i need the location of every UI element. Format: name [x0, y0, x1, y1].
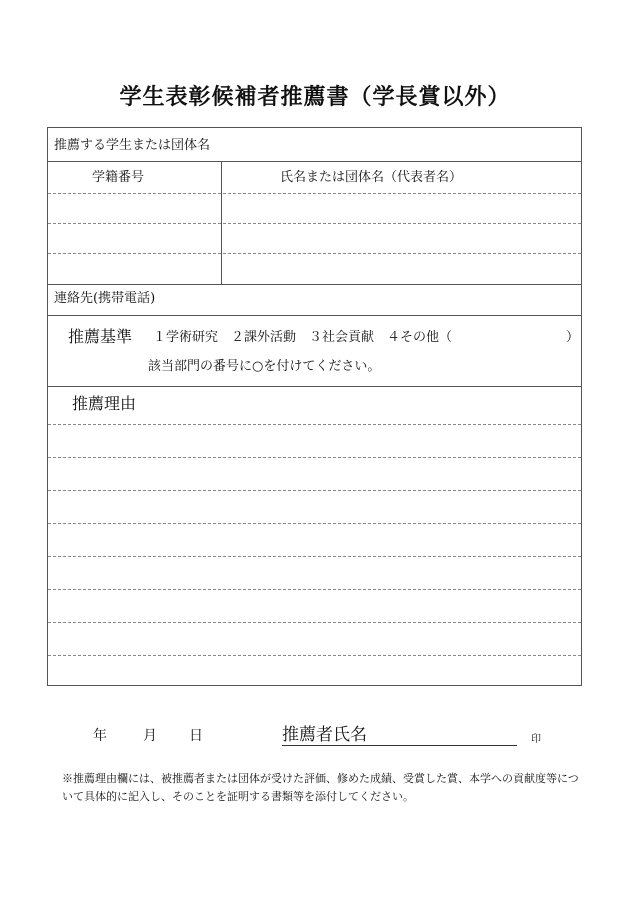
reason-line — [48, 589, 581, 590]
reason-line — [48, 490, 581, 491]
month-label: 月 — [143, 728, 157, 744]
footnote-line: いて具体的に記入し、そのことを証明する書類等を添付してください。 — [62, 790, 414, 803]
name-header: 氏名または団体名（代表者名） — [280, 170, 463, 185]
reason-line — [48, 457, 581, 458]
entry-row-line — [48, 193, 581, 194]
entry-row-line — [48, 223, 581, 224]
reason-line — [48, 523, 581, 524]
document-title: 学生表彰候補者推薦書（学長賞以外） — [119, 85, 511, 110]
reason-line — [48, 655, 581, 656]
seal-mark: 印 — [531, 734, 541, 745]
entry-row-line — [48, 253, 581, 254]
footnote — [62, 770, 597, 806]
row-divider — [48, 284, 581, 285]
day-label: 日 — [189, 728, 203, 744]
reason-line — [48, 556, 581, 557]
row-divider — [48, 315, 581, 316]
criteria-label: 推薦基準 — [68, 327, 133, 346]
criteria-close-paren: ） — [566, 330, 580, 345]
contact-label: 連絡先(携帯電話) — [54, 291, 156, 306]
reason-label: 推薦理由 — [72, 394, 137, 413]
year-label: 年 — [93, 728, 107, 744]
recommender-label: 推薦者氏名 — [282, 725, 367, 745]
student-id-header: 学籍番号 — [92, 170, 145, 185]
criteria-options: １学術研究 ２課外活動 ３社会貢献 ４その他（ — [153, 330, 453, 345]
reason-line — [48, 622, 581, 623]
row-divider — [48, 386, 581, 387]
reason-line — [48, 424, 581, 425]
row-divider — [48, 161, 581, 162]
recommender-signature-line — [282, 745, 517, 746]
recommended-label: 推薦する学生または団体名 — [54, 138, 211, 153]
criteria-instruction: 該当部門の番号に○を付けてください。 — [148, 359, 381, 374]
recommendation-form — [47, 127, 582, 686]
footnote-line: ※推薦理由欄には、被推薦者または団体が受けた評価、修めた成績、受賞した賞、本学への貢献度等につ — [62, 772, 579, 785]
